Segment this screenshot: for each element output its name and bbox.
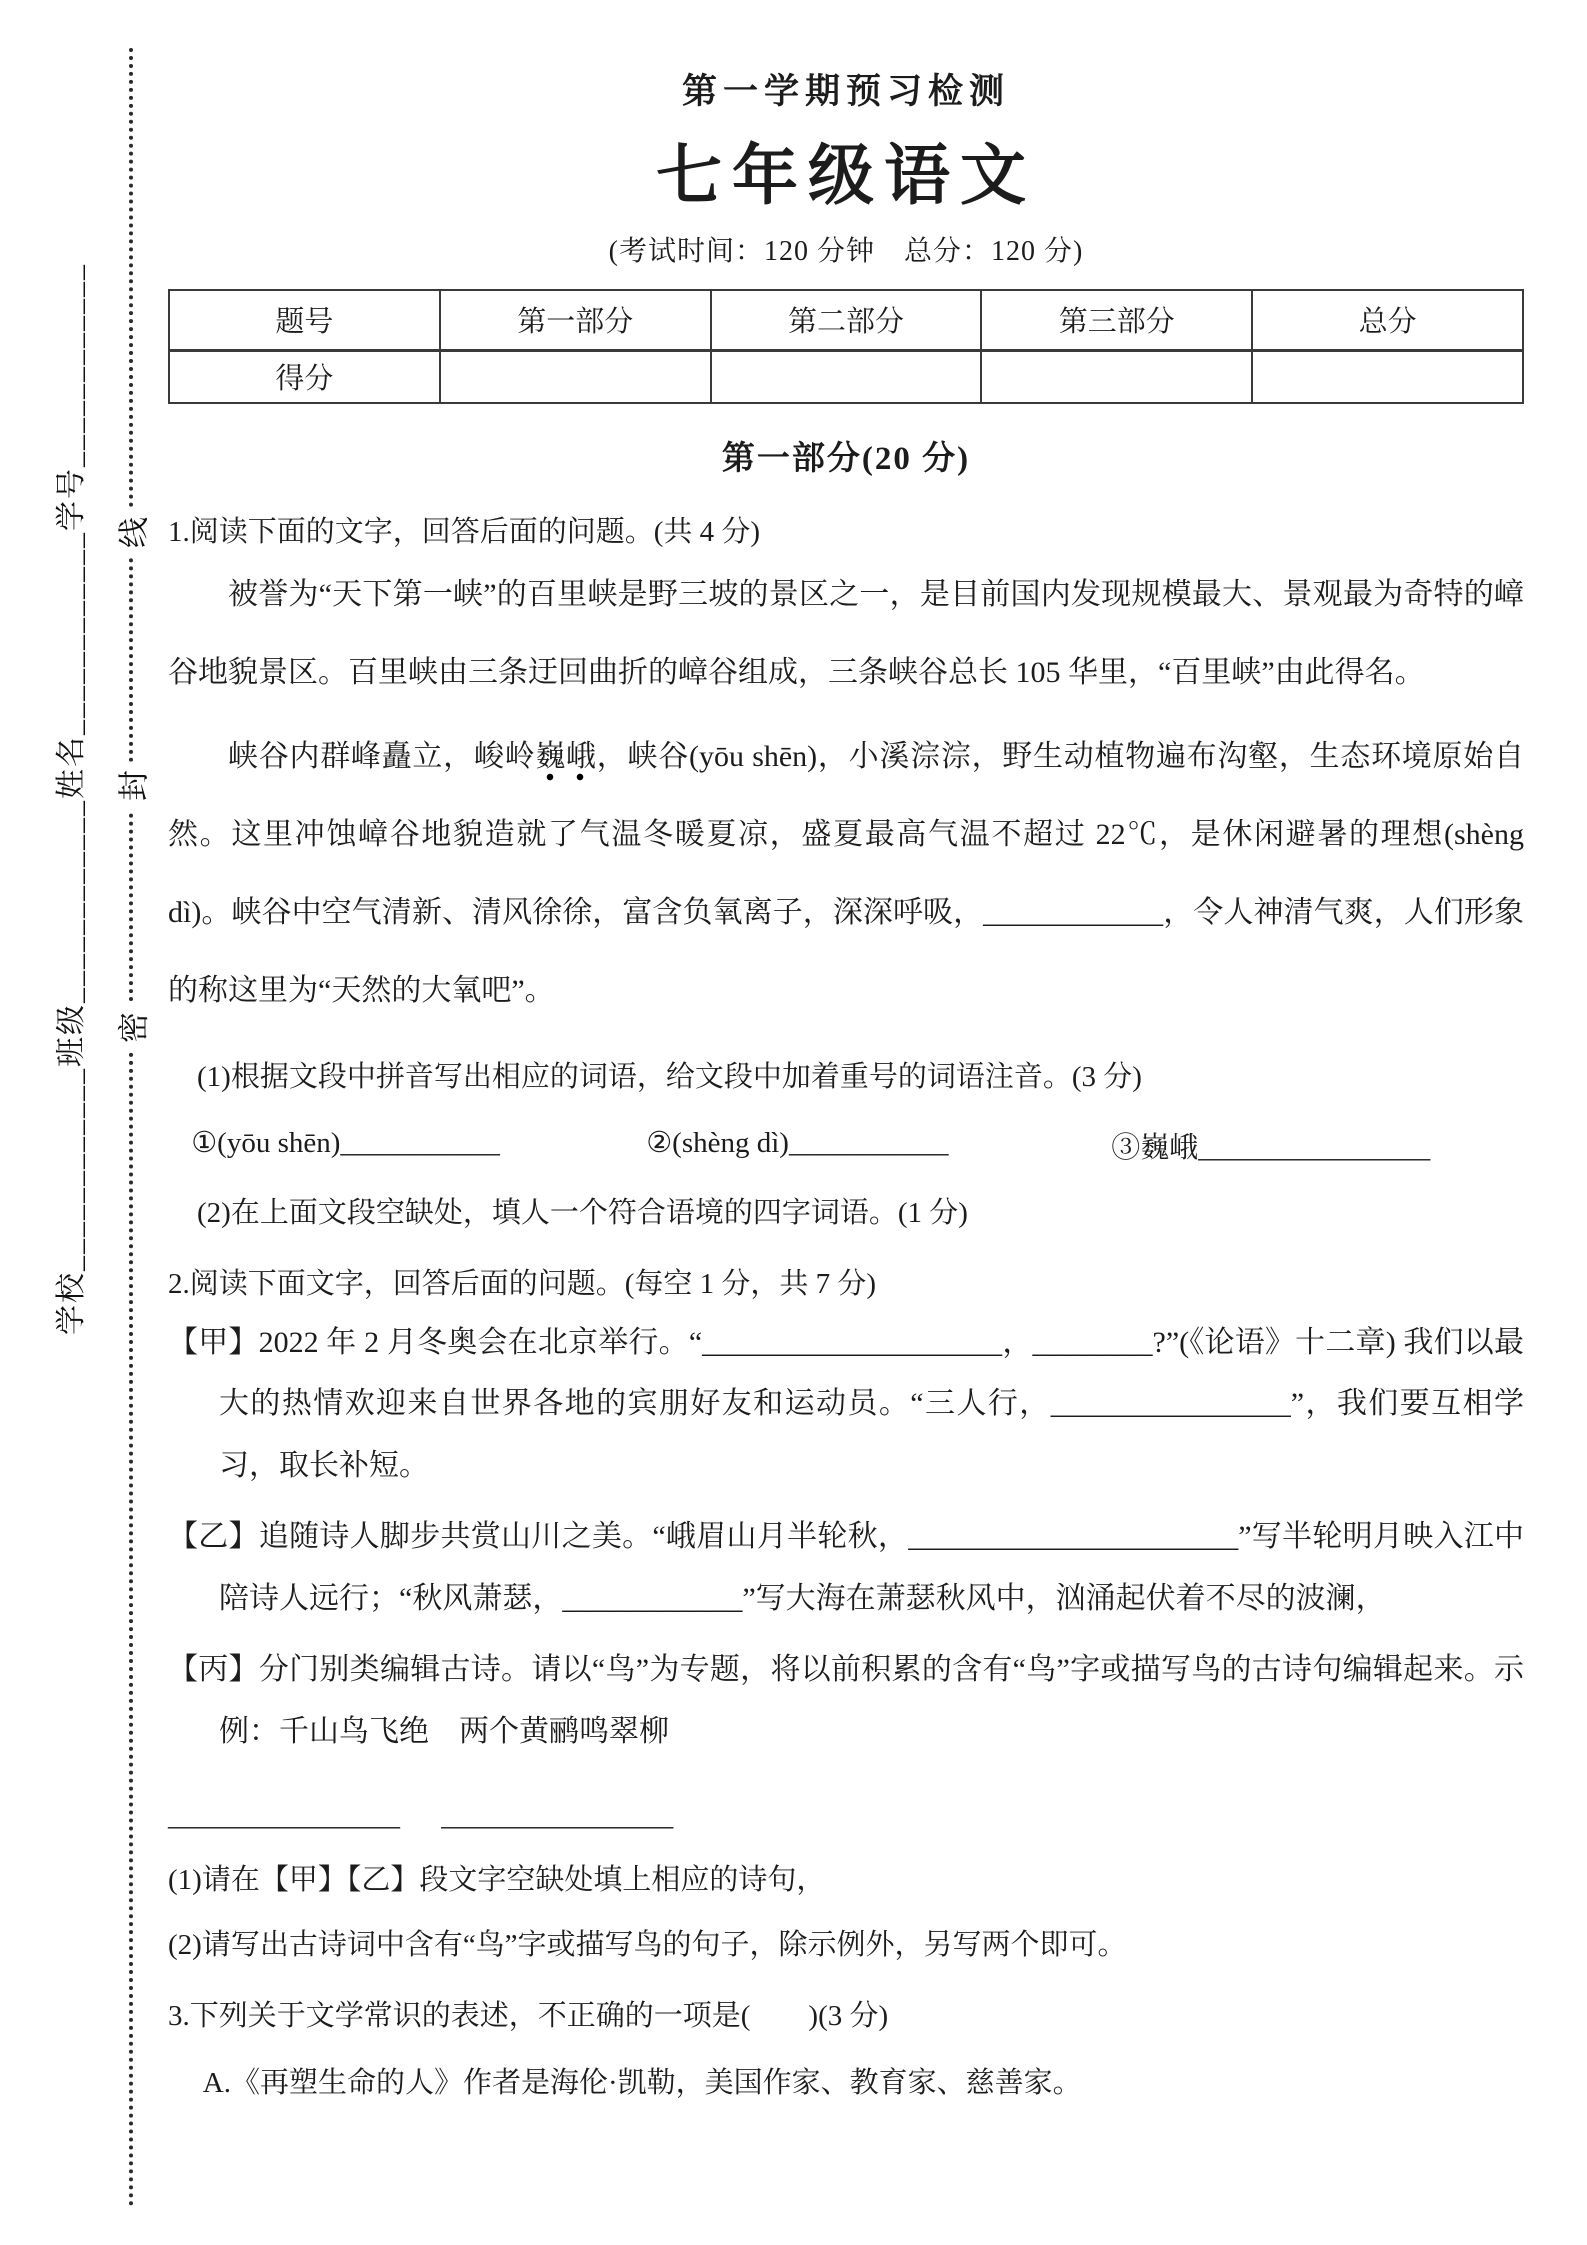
exam-time-score-info: (考试时间：120 分钟 总分：120 分) [608,235,1084,267]
question1-passage-1: 被誉为“天下第一峡”的百里峡是野三坡的景区之一，是目前国内发现规模最大、景观最为奇特的嶂谷地貌景区。百里峡由三条迂回曲折的嶂谷组成，三条峡谷总长 105 华里，“百里峡”由此得名。 [168,577,1524,689]
pinyin-blank-1: ①(yōu shēn)___________ [191,1126,500,1159]
passage2-text-pre: 峡谷内群峰矗立，峻岭 [228,739,536,773]
passage2-emphasized-word: 巍峨 [535,740,596,781]
score-cell-part3 [981,350,1252,403]
score-cell-part2 [711,350,982,403]
score-table-header-row [169,290,1523,351]
main-content [168,44,1524,2101]
passage2-text-post: ，峡谷(yōu shēn)，小溪淙淙，野生动植物遍布沟壑，生态环境原始自然。这里冲蚀嶂谷地貌造就了气温冬暖夏凉，盛夏最高气温不超过 22℃，是休闲避暑的理想(shèng dì)。峡谷中空气清新、清风徐徐，富含负氧离子，深深呼吸，____________，令人神清气爽，人们形象的称这里为“天然的大氧吧”。 [168,739,1524,1007]
seal-dotted-line [129,48,133,2208]
section1-title: 第一部分(20 分) [721,440,971,477]
seal-char-feng: 封 [104,762,159,810]
exam-session-title: 第一学期预习检测 [681,72,1010,111]
question3-stem: 3.下列关于文学常识的表述，不正确的一项是( )(3 分) [168,2000,889,2032]
paper-title: 七年级语文 [656,138,1036,212]
score-table [168,289,1524,404]
score-table-score-row [169,350,1523,403]
pinyin-blank-3: ③巍峨________________ [1111,1131,1431,1164]
answer-blank-1: ________________ [168,1800,400,1832]
question1-sub2: (2)在上面文段空缺处，填人一个符合语境的四字词语。(1 分) [197,1196,968,1229]
score-header-part1: 第一部分 [440,290,711,351]
question1-sub1: (1)根据文段中拼音写出相应的词语，给文段中加着重号的词语注音。(3 分) [197,1060,1142,1093]
score-cell-part1 [440,350,711,403]
question2-stem: 2.阅读下面文字，回答后面的问题。(每空 1 分，共 7 分) [168,1267,877,1300]
score-cell-total [1252,350,1523,403]
score-header-question-no: 题号 [169,290,440,351]
question2-answer-blanks [168,1800,1524,1833]
student-info-fields: 学校____________班级____________姓名____________学号____________ [55,263,88,1335]
pinyin-blank-2: ②(shèng dì)___________ [646,1126,949,1159]
question2-block-yi: 【乙】追随诗人脚步共赏山川之美。“峨眉山月半轮秋，______________________”写半轮明月映入江中陪诗人远行；“秋风萧瑟，____________”写大海在萧瑟秋风中，汹涌起伏着不尽的波澜， [168,1520,1524,1615]
question2-sub1: (1)请在【甲】【乙】段文字空缺处填上相应的诗句， [168,1864,826,1896]
seal-char-mi: 密 [104,1004,159,1052]
score-row-label: 得分 [169,350,440,403]
question2-sub2: (2)请写出古诗词中含有“鸟”字或描写鸟的句子，除示例外，另写两个即可。 [168,1929,1127,1961]
answer-blank-2: ________________ [441,1800,674,1832]
question1-passage-2 [168,718,1524,1030]
question1-pinyin-blanks [168,1125,1524,1166]
score-header-part2: 第二部分 [711,290,982,351]
question1-stem: 1.阅读下面的文字，回答后面的问题。(共 4 分) [168,515,761,548]
seal-char-xian: 线 [104,509,159,557]
question2-block-bing: 【丙】分门别类编辑古诗。请以“鸟”为专题，将以前积累的含有“鸟”字或描写鸟的古诗句编辑起来。示例：千山鸟飞绝 两个黄鹂鸣翠柳 [168,1653,1524,1748]
question2-block-jia: 【甲】2022 年 2 月冬奥会在北京举行。“____________________，________?”(《论语》十二章) 我们以最大的热情欢迎来自世界各地的宾朋好友和运动员。“三人行，________________”，我们要互相学习，取长补短。 [168,1325,1524,1482]
question3-option-a: A.《再塑生命的人》作者是海伦·凯勒，美国作家、教育家、慈善家。 [202,2067,1082,2099]
score-header-total: 总分 [1252,290,1523,351]
score-header-part3: 第三部分 [981,290,1252,351]
